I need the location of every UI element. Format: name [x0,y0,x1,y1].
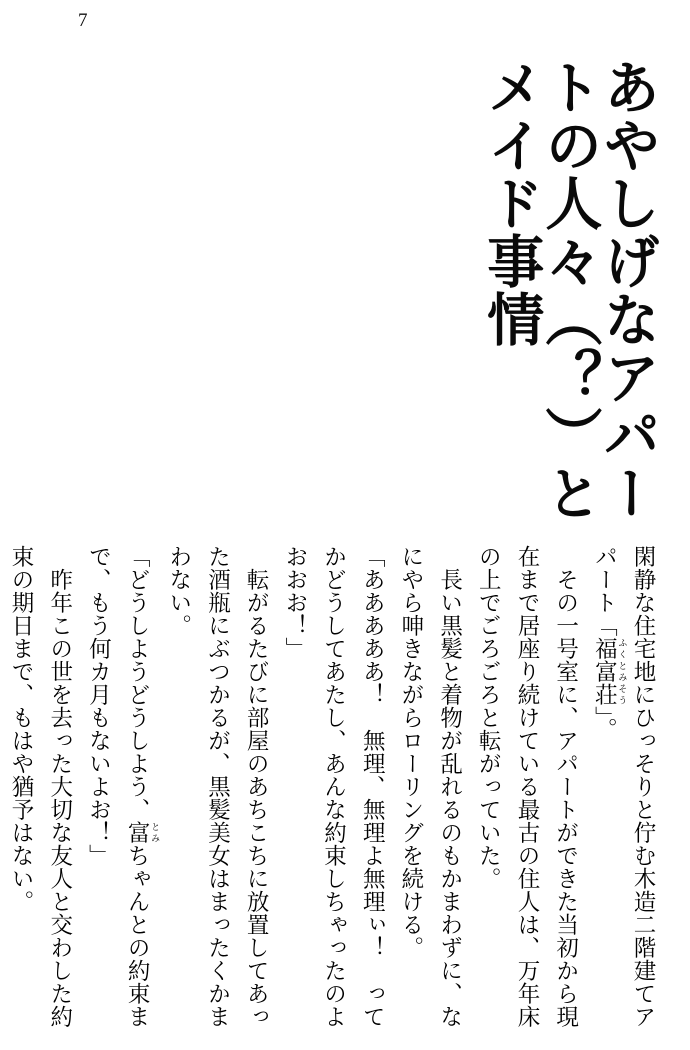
paragraph: その一号室に、アパートができた当初から現在まで居座り続けている最古の住人は、万年床の上でごろごろと転がっていた。 [475,545,579,1029]
paragraph: 「あああああ！ 無理、無理よ無理ぃ！ ってかどうしてあたし、あんな約束しちゃったのよおおお！」 [281,545,386,1029]
paragraph: 長い黒髪と着物が乱れるのもかまわずに、なにやら呻きながらローリングを続ける。 [397,545,463,1028]
paragraph: 「どうしようどうしよう、富 とみちゃんとの約束まで、もう何カ月もないよお！」 [85,545,160,1029]
paragraph: 転がるたびに部屋のあちこちに放置してあった酒瓶にぶつかるが、黒髪美女はまったくかまわない。 [165,545,270,1029]
paragraph: 閑静な住宅地にひっそりと佇む木造二階建てアパート「福富荘 ふくとみそう」。 [591,545,656,1029]
page-number: 7 [78,10,88,31]
chapter-title: あやしげなアパートの人々（？）とメイド事情 [477,58,660,522]
ruby-fukutomisou: 福富荘 ふくとみそう [591,637,627,707]
ruby-tomi: 富 とみ [124,821,160,845]
paragraph: 昨年この世を去った大切な友人と交わした約束の期日まで、もはや猶予はない。 [8,545,73,1028]
body-text [1,545,662,1038]
vertical-text-area [8,58,662,1038]
